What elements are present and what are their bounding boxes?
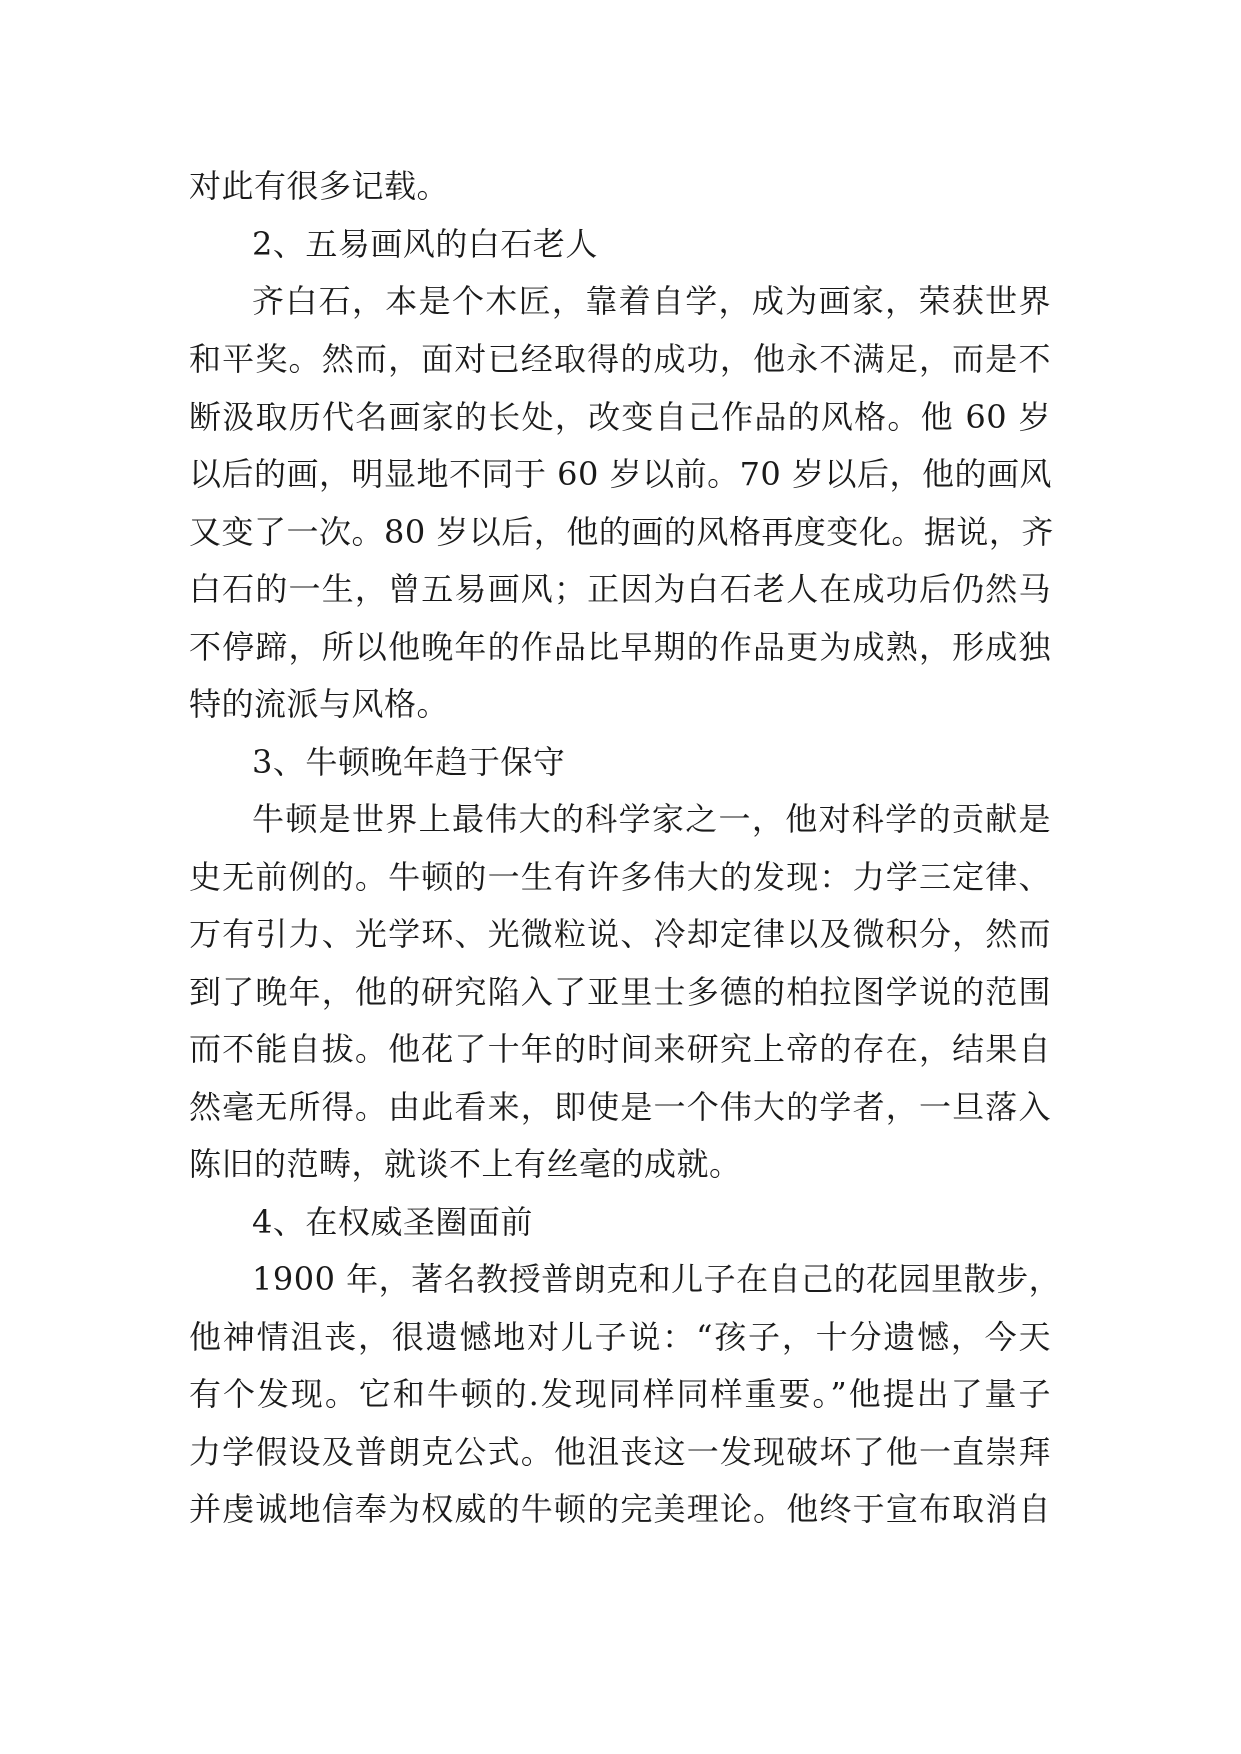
text-line: 史无前例的。牛顿的一生有许多伟大的发现：力学三定律、 <box>189 858 1051 896</box>
text-line: 以后的画，明显地不同于 60 岁以前。70 岁以后，他的画风 <box>189 455 1052 493</box>
text-line: 然毫无所得。由此看来，即使是一个伟大的学者，一旦落入 <box>189 1088 1051 1126</box>
text-line: 万有引力、光学环、光微粒说、冷却定律以及微积分，然而 <box>189 915 1051 953</box>
text-line: 并虔诚地信奉为权威的牛顿的完美理论。他终于宣布取消自 <box>189 1490 1051 1528</box>
text-line: 1900 年，著名教授普朗克和儿子在自己的花园里散步， <box>252 1260 1062 1298</box>
text-line: 陈旧的范畴，就谈不上有丝毫的成就。 <box>189 1145 742 1183</box>
text-line: 而不能自拔。他花了十年的时间来研究上帝的存在，结果自 <box>189 1030 1051 1068</box>
text-line: 对此有很多记载。 <box>189 167 450 205</box>
section-heading: 3、牛顿晚年趋于保守 <box>252 743 566 781</box>
text-line: 断汲取历代名画家的长处，改变自己作品的风格。他 60 岁 <box>189 398 1051 436</box>
section-heading: 4、在权威圣圈面前 <box>252 1203 533 1241</box>
text-line: 他神情沮丧，很遗憾地对儿子说：“孩子，十分遗憾，今天 <box>189 1318 1051 1356</box>
text-line: 和平奖。然而，面对已经取得的成功，他永不满足，而是不 <box>189 340 1051 378</box>
section-heading: 2、五易画风的白石老人 <box>252 225 598 263</box>
text-line: 白石的一生，曾五易画风；正因为白石老人在成功后仍然马 <box>189 570 1051 608</box>
text-line: 齐白石，本是个木匠，靠着自学，成为画家，荣获世界 <box>252 282 1051 320</box>
text-line: 牛顿是世界上最伟大的科学家之一，他对科学的贡献是 <box>252 800 1051 838</box>
text-line: 不停蹄，所以他晚年的作品比早期的作品更为成熟，形成独 <box>189 628 1051 666</box>
text-line: 特的流派与风格。 <box>189 685 450 723</box>
text-line: 到了晚年，他的研究陷入了亚里士多德的柏拉图学说的范围 <box>189 973 1051 1011</box>
text-line: 力学假设及普朗克公式。他沮丧这一发现破坏了他一直崇拜 <box>189 1433 1051 1471</box>
text-line: 有个发现。它和牛顿的.发现同样同样重要。”他提出了量子 <box>189 1375 1051 1413</box>
text-line: 又变了一次。80 岁以后，他的画的风格再度变化。据说，齐 <box>189 513 1054 551</box>
